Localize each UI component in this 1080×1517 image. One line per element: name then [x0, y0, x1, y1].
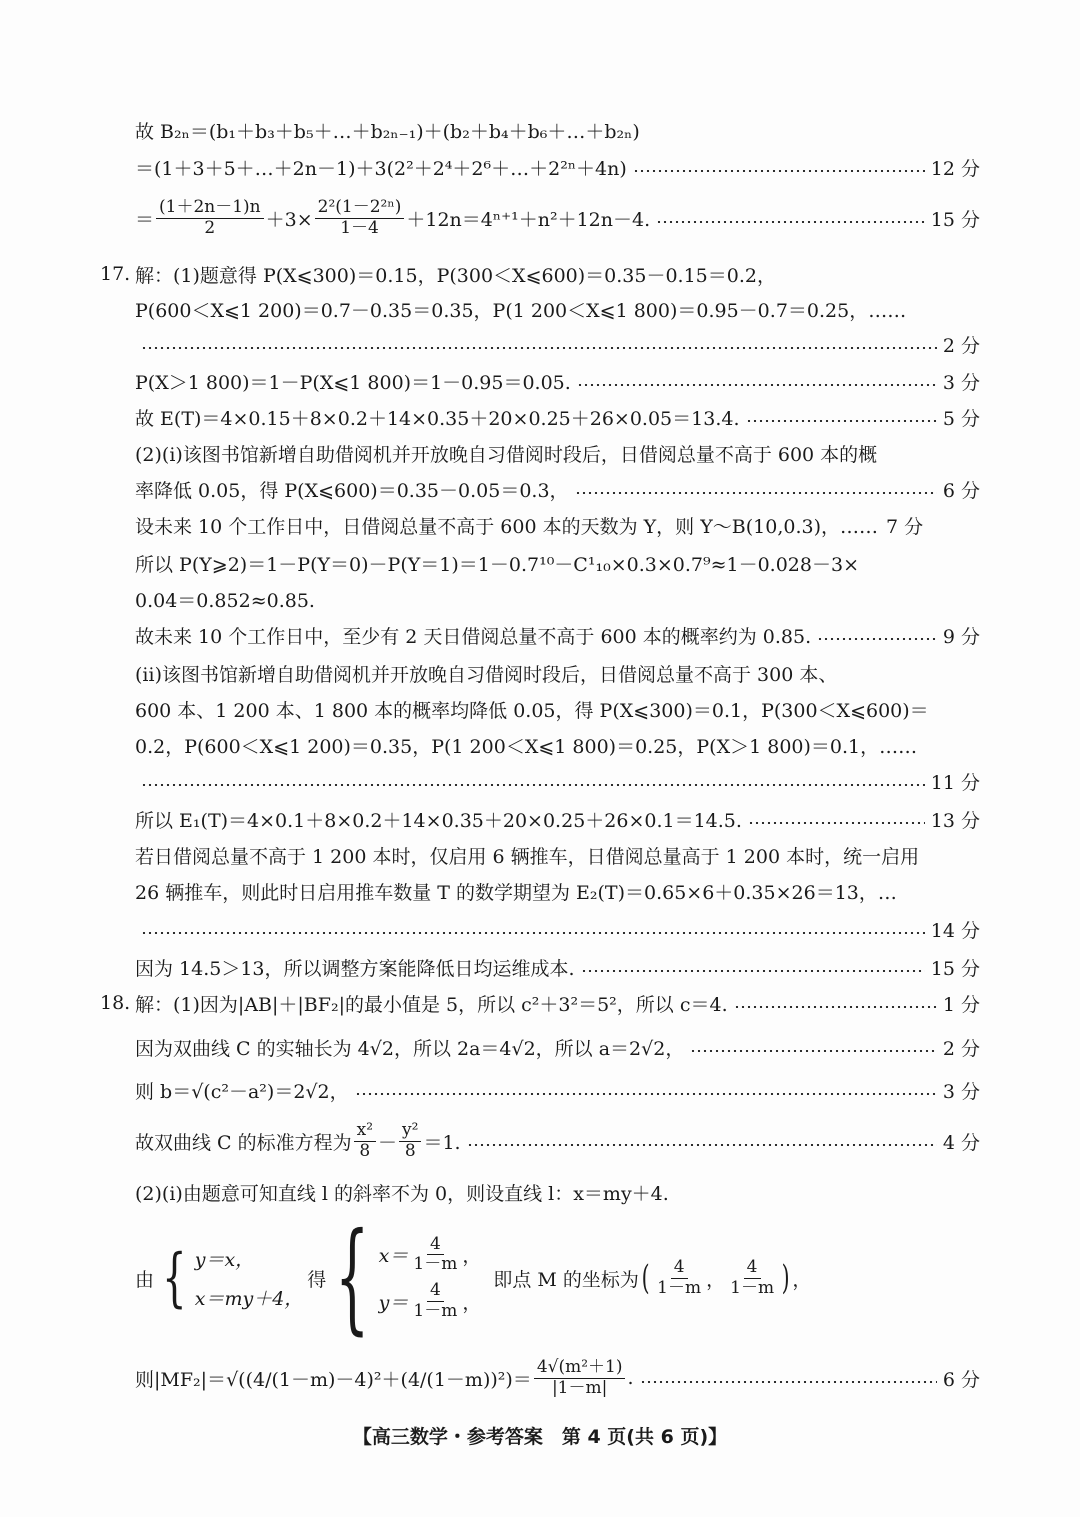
line-q17-6: (2)(ⅰ)该图书馆新增自助借阅机并开放晚自习借阅时段后，日借阅总量不高于 600 本的概: [135, 443, 878, 466]
line-q18-1: 解：(1)因为|AB|＋|BF₂|的最小值是 5，所以 c²＋3²＝5²，所以 c＝4. 1 分: [135, 986, 980, 1020]
line-b2n-def: 故 B₂ₙ＝(b₁＋b₃＋b₅＋…＋b₂ₙ₋₁)＋(b₂＋b₄＋b₆＋…＋b₂ₙ): [135, 120, 640, 143]
dot-leader: [640, 1381, 937, 1383]
fraction: $\frac{\text{x²}}{8}$: [354, 1121, 376, 1161]
line-q17-16: 所以 E₁(T)＝4×0.1＋8×0.2＋14×0.35＋20×0.25＋26×0.1＝14.5. 13 分: [135, 802, 980, 836]
line-q17-9: 所以 P(Y⩾2)＝1－P(Y＝0)－P(Y＝1)＝1－0.7¹⁰－C¹₁₀×0.3×0.7⁹≈1－0.028－3×: [135, 553, 859, 576]
fraction: $\frac{\text{2²(1－2²ⁿ)}}{1-4}$: [315, 198, 405, 238]
dot-leader: [746, 420, 937, 422]
line-q17-3: [135, 327, 980, 361]
question-number-17: 17.: [100, 263, 131, 285]
dot-leader: [141, 784, 925, 786]
dot-leader: [690, 1050, 937, 1052]
score: 7 分: [886, 515, 924, 538]
line-b2n-result: ＝ $\frac{(1+2n-1)n}{2}$ ＋3× $\frac{\text{2²(1－2²ⁿ)}}{1-4}$ ＋12n＝4ⁿ⁺¹＋n²＋12n－4. 15 分: [135, 196, 980, 238]
score: 5 分: [942, 407, 980, 430]
line-q17-13: 600 本、1 200 本、1 800 本的概率均降低 0.05，得 P(X⩽300)＝0.1，P(300＜X⩽600)＝: [135, 699, 929, 722]
fraction: $\frac{4}{1-m}$: [413, 1233, 458, 1275]
equation-system: 由 { y＝x， x＝my＋4， 得 { x＝ $\frac{4}{1-m}$ ， y＝ $\frac{4}{1-m}$ ， 即点 M 的坐标为 ( $\frac{4}{1-m}$ ， $\frac{4}{1-m}$ ) ，: [135, 1208, 812, 1347]
line-q17-15: [135, 764, 980, 798]
score: 6 分: [942, 479, 980, 502]
line-q17-12: (ⅱ)该图书馆新增自助借阅机并开放晚自习借阅时段后，日借阅总量不高于 300 本、: [135, 663, 838, 686]
solution-set: x＝ $\frac{4}{1-m}$ ， y＝ $\frac{4}{1-m}$ ，: [378, 1233, 482, 1321]
line-q17-11: 故未来 10 个工作日中，至少有 2 天日借阅总量不高于 600 本的概率约为 0.85. 9 分: [135, 618, 980, 652]
line-q17-4: P(X＞1 800)＝1－P(X⩽1 800)＝1－0.95＝0.05. 3 分: [135, 364, 980, 398]
fraction: $\frac{4}{1-m}$: [413, 1280, 458, 1321]
line-q18-5: (2)(ⅰ)由题意可知直线 l 的斜率不为 0，则设直线 l：x＝my＋4.: [135, 1182, 669, 1205]
fraction: $\frac{4}{1-m}$: [730, 1256, 775, 1298]
line-q17-8: 设未来 10 个工作日中，日借阅总量不高于 600 本的天数为 Y，则 Y～B(10,0.3)，…… 7 分: [135, 508, 980, 542]
score: 3 分: [942, 1080, 980, 1103]
dot-leader: [141, 932, 925, 934]
page-footer: 【高三数学・参考答案 第 4 页(共 6 页)】: [352, 1426, 728, 1448]
score: 2 分: [942, 334, 980, 357]
line-q17-2: P(600＜X⩽1 200)＝0.7－0.35＝0.35，P(1 200＜X⩽1 800)＝0.95－0.7＝0.25，……: [135, 299, 907, 322]
dot-leader: [355, 1093, 937, 1095]
system-equations: y＝x， x＝my＋4，: [194, 1249, 304, 1310]
dot-leader: [817, 638, 937, 640]
dot-leader: [633, 170, 925, 172]
line-q18-mf2: 则|MF₂|＝ √((4/(1－m)－4)²＋(4/(1－m))²)＝ $\frac{\text{4√(m²＋1)}}{|1-m|}$ . 6 分: [135, 1356, 980, 1398]
line-q17-17: 若日借阅总量不高于 1 200 本时，仅启用 6 辆推车，日借阅总量高于 1 200 本时，统一启用: [135, 845, 920, 868]
line-q17-7: 率降低 0.05，得 P(X⩽600)＝0.35－0.05＝0.3， 6 分: [135, 472, 980, 506]
line-b2n-expand: ＝(1＋3＋5＋…＋2n－1)＋3(2²＋2⁴＋2⁶＋…＋2²ⁿ＋4n) 12 分: [135, 150, 980, 184]
line-q17-19: [135, 912, 980, 946]
score: 4 分: [942, 1131, 980, 1154]
dot-leader: [656, 221, 925, 223]
fraction: $\frac{4}{1-m}$: [657, 1256, 702, 1298]
score: 12 分: [930, 157, 980, 180]
fraction: $\frac{\text{4√(m²＋1)}}{|1-m|}$: [534, 1358, 626, 1398]
line-q18-2: 因为双曲线 C 的实轴长为 4√2，所以 2a＝4√2，所以 a＝2√2， 2 分: [135, 1030, 980, 1064]
line-q17-5: 故 E(T)＝4×0.15＋8×0.2＋14×0.35＋20×0.25＋26×0.05＝13.4. 5 分: [135, 400, 980, 434]
line-q17-10: 0.04＝0.852≈0.85.: [135, 589, 315, 612]
dot-leader: [748, 822, 925, 824]
dot-leader: [734, 1006, 937, 1008]
line-q18-4: 故双曲线 C 的标准方程为 $\frac{\text{x²}}{8}$ － $\frac{\text{y²}}{8}$ ＝1. 4 分: [135, 1119, 980, 1161]
line-q17-18: 26 辆推车，则此时日启用推车数量 T 的数学期望为 E₂(T)＝0.65×6＋0.35×26＝13，…: [135, 881, 897, 904]
line-q18-3: 则 b＝√(c²－a²)＝2√2， 3 分: [135, 1073, 980, 1107]
dot-leader: [577, 384, 937, 386]
score: 15 分: [930, 208, 980, 231]
dot-leader: [581, 970, 925, 972]
score: 14 分: [930, 919, 980, 942]
question-number-18: 18.: [100, 992, 131, 1014]
score: 13 分: [930, 809, 980, 832]
score: 3 分: [942, 371, 980, 394]
score: 6 分: [942, 1368, 980, 1391]
line-q17-14: 0.2，P(600＜X⩽1 200)＝0.35，P(1 200＜X⩽1 800)＝0.25，P(X＞1 800)＝0.1，……: [135, 735, 918, 758]
line-q17-1: 解：(1)题意得 P(X⩽300)＝0.15，P(300＜X⩽600)＝0.35－0.15＝0.2，: [135, 264, 776, 287]
dot-leader: [141, 347, 937, 349]
dot-leader: [575, 492, 937, 494]
score: 15 分: [930, 957, 980, 980]
score: 9 分: [942, 625, 980, 648]
left-brace: {: [162, 1241, 187, 1315]
score: 11 分: [930, 771, 980, 794]
left-brace: {: [335, 1208, 370, 1347]
score: 1 分: [942, 993, 980, 1016]
fraction: $\frac{(1+2n-1)n}{2}$: [156, 198, 264, 238]
score: 2 分: [942, 1037, 980, 1060]
fraction: $\frac{\text{y²}}{8}$: [399, 1121, 421, 1161]
line-q17-20: 因为 14.5＞13，所以调整方案能降低日均运维成本. 15 分: [135, 950, 980, 984]
dot-leader: [467, 1144, 937, 1146]
